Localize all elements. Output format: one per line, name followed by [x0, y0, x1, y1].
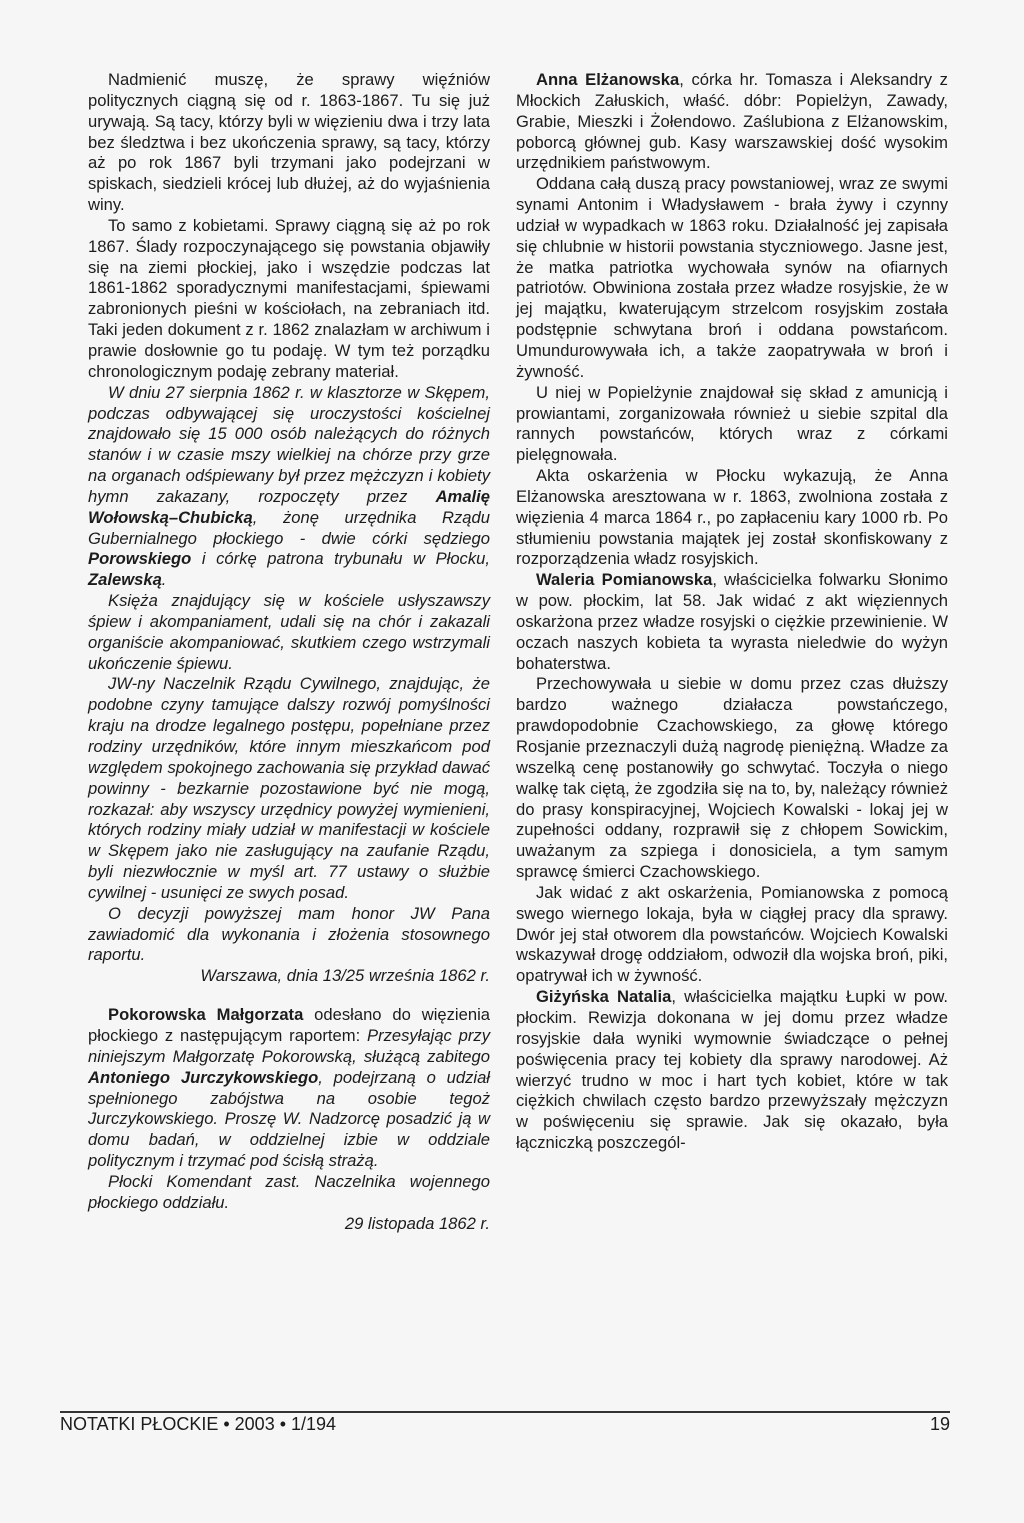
date-line: 29 listopada 1862 r.: [344, 1213, 490, 1233]
paragraph: Jak widać z akt oskarżenia, Pomianowska z pomocą swego wiernego lokaja, była w ciągłej pracy dla sprawy. Dwór jej stał otworem dla powstańców. Wojciech Kowalski wskazywał drogę oddziałom, odwoził dla wojska broń, piki, opatrywał ich w żywność.: [516, 882, 948, 986]
journal-citation: NOTATKI PŁOCKIE • 2003 • 1/194: [60, 1414, 337, 1434]
name-highlight: Antoniego Jurczykowskiego: [88, 1067, 319, 1087]
paragraph: Przechowywała u siebie w domu przez czas dłuższy bardzo ważnego działacza powstańczego, prawdopodobnie Czachowskiego, za głowę którego Rosjanie przeznaczyli dużą nagrodę pieniężną. Władze za wszelką cenę postanowiły go schwytać. Toczyła o niego walkę tak ciętą, że zgodziła się na to, by, należący również do prasy konspiracyjnej, Wojciech Kowalski - lokaj jej w zupełności oddany, rozprawił się z chłopem Sowickim, uważanym za szpiega i donosiciela, a tym samym sprawcę śmierci Czachowskiego.: [516, 674, 948, 882]
paragraph: Oddana całą duszą pracy powstaniowej, wraz ze swymi synami Antonim i Władysławem - brała żywy i czynny udział w wypadkach w 1863 roku. Działalność jej zapisała się chlubnie w historii powstania styczniowego. Jasne jest, że matka patriotka wychowała synów na ofiarnych patriotów. Obwiniona została przez władze rosyjskie, że w jej majątku, kwaterującym strzelcom rosyjskim została podstępnie schwytana broń i oddana powstańcom. Umundurowywała ich, a także zaopatrywała w broń i żywność.: [516, 174, 948, 381]
name-highlight: Giżyńska Natalia: [536, 987, 672, 1007]
paragraph-italic: O decyzji powyższej mam honor JW Pana zawiadomić dla wykonania i złożenia stosownego raportu.: [88, 903, 490, 965]
date-line: Warszawa, dnia 13/25 września 1862 r.: [200, 966, 490, 986]
name-highlight: Pokorowska Małgorzata: [108, 1005, 304, 1025]
paragraph-italic: Księża znajdujący się w kościele usłyszawszy śpiew i akompaniament, udali się na chór i zakazali organiście akompaniować, skutkiem czego wstrzymali ukończenie śpiewu.: [88, 591, 490, 673]
left-column: [88, 70, 490, 1234]
name-highlight: Anna Elżanowska: [536, 70, 680, 89]
paragraph: To samo z kobietami. Sprawy ciągną się aż po rok 1867. Ślady rozpoczynającego się powstania objawiły się na ziemi płockiej, jako i wszędzie podczas lat 1861-1862 sporadycznymi manifestacjami, śpiewami zabronionych pieśni w kościołach, na zebraniach itd. Taki jeden dokument z r. 1862 znalazłam w archiwum i prawie dosłownie go tu podaję. W tym też porządku chronologicznym podaję zebrany materiał.: [88, 215, 490, 381]
name-highlight: Amalię Wołowską–Chubicką: [88, 486, 490, 527]
page-number: 19: [929, 1414, 950, 1434]
paragraph: Anna Elżanowska, córka hr. Tomasza i Aleksandry z Młockich Załuskich, właść. dóbr: Popielżyn, Zawady, Grabie, Mieszki i Żołendowo. Zaślubiona z Elżanowskim, poborcą głównej gub. Kasy warszawskiej dość wysokim urzędnikiem państwowym.: [516, 70, 948, 173]
paragraph: Akta oskarżenia w Płocku wykazują, że Anna Elżanowska aresztowana w r. 1863, zwolniona została z więzienia 4 marca 1864 r., po zapłaceniu kary 1000 rb. Po stłumieniu powstania majątek jej został skonfiskowany z rozporządzenia władz rosyjskich.: [516, 466, 948, 569]
name-highlight: Porowskiego: [88, 549, 192, 569]
paragraph: U niej w Popielżynie znajdował się skład z amunicją i prowiantami, zorganizowała również u siebie szpital dla rannych powstańców, których wraz z córkami pielęgnowała.: [516, 382, 948, 465]
footer-rule: [60, 1411, 950, 1413]
paragraph: Giżyńska Natalia, właścicielka majątku Łupki w pow. płockim. Rewizja dokonana w jej domu przez władze rosyjskie dała wyniki wymownie świadczące o pełnej poświęcenia pracy tej kobiety dla sprawy narodowej. Aż wierzyć trudno w moc i hart tych kobiet, które w tak ciężkich chwilach często bardzo przewyższały mężczyzn w poświęceniu się sprawie. Jak się okazało, była łączniczką poszczegól-: [516, 987, 948, 1153]
paragraph-italic: Płocki Komendant zast. Naczelnika wojennego płockiego oddziału.: [88, 1171, 490, 1212]
paragraph-italic: W dniu 27 sierpnia 1862 r. w klasztorze w Skępem, podczas odbywającej się uroczystości kościelnej znajdowało się 15 000 osób należących do różnych stanów i w czasie mszy wielkiej na chórze przy grze na organach odśpiewany był przez mężczyzn i kobiety hymn zakazany, rozpoczęty przez Amalię Wołowską–Chubicką, żonę urzędnika Rządu Gubernialnego płockiego - dwie córki sędziego Porowskiego i córkę patrona trybunału w Płocku, Zalewską.: [88, 382, 490, 590]
paragraph: Nadmienić muszę, że sprawy więźniów politycznych ciągną się od r. 1863-1867. Tu się już urywają. Są tacy, którzy byli w więzieniu dwa i trzy lata bez śledztwa i bez ukończenia sprawy, są tacy, którzy aż po rok 1867 byli trzymani jako podejrzani w spiskach, siedzieli krócej lub dłużej, aż do wyjaśnienia winy.: [88, 70, 490, 215]
name-highlight: Zalewską: [88, 570, 162, 590]
paragraph: Waleria Pomianowska, właścicielka folwarku Słonimo w pow. płockim, lat 58. Jak widać z akt więziennych oskarżona przez władze rosyjski o ciężkie przewinienie. W oczach naszych kobieta ta wyrasta nieledwie do wyżyn bohaterstwa.: [516, 570, 948, 673]
paragraph-italic: JW-ny Naczelnik Rządu Cywilnego, znajdując, że podobne czyny tamujące dalszy rozwój pomyślności kraju na drodze legalnego postępu, popełniane przez rodziny urzędników, które innym mieszkańcom pod względem spokojnego zachowania się przykład dawać powinny - bezkarnie pozostawione być nie mogą, rozkazał: aby wszyscy urzędnicy powyżej wymienieni, których rodziny miały udział w manifestacji w kościele w Skępem jako nie zasługujący na zaufanie Rządu, byli niezwłocznie w myśl art. 77 ustawy o służbie cywilnej - usunięci ze swych posad.: [88, 674, 490, 902]
right-column: [516, 70, 948, 1154]
page-footer: [60, 1414, 950, 1435]
name-highlight: Waleria Pomianowska: [536, 570, 713, 590]
paragraph: Pokorowska Małgorzata odesłano do więzienia płockiego z następującym raportem: Przesyłając przy niniejszym Małgorzatę Pokorowską, służącą zabitego Antoniego Jurczykowskiego, podejrzaną o udział spełnionego zabójstwa na osobie tegoż Jurczykowskiego. Proszę W. Nadzorcę posadzić ją w domu badań, w oddzielnej izbie w oddziale politycznym i trzymać pod ścisłą strażą.: [88, 1005, 490, 1171]
